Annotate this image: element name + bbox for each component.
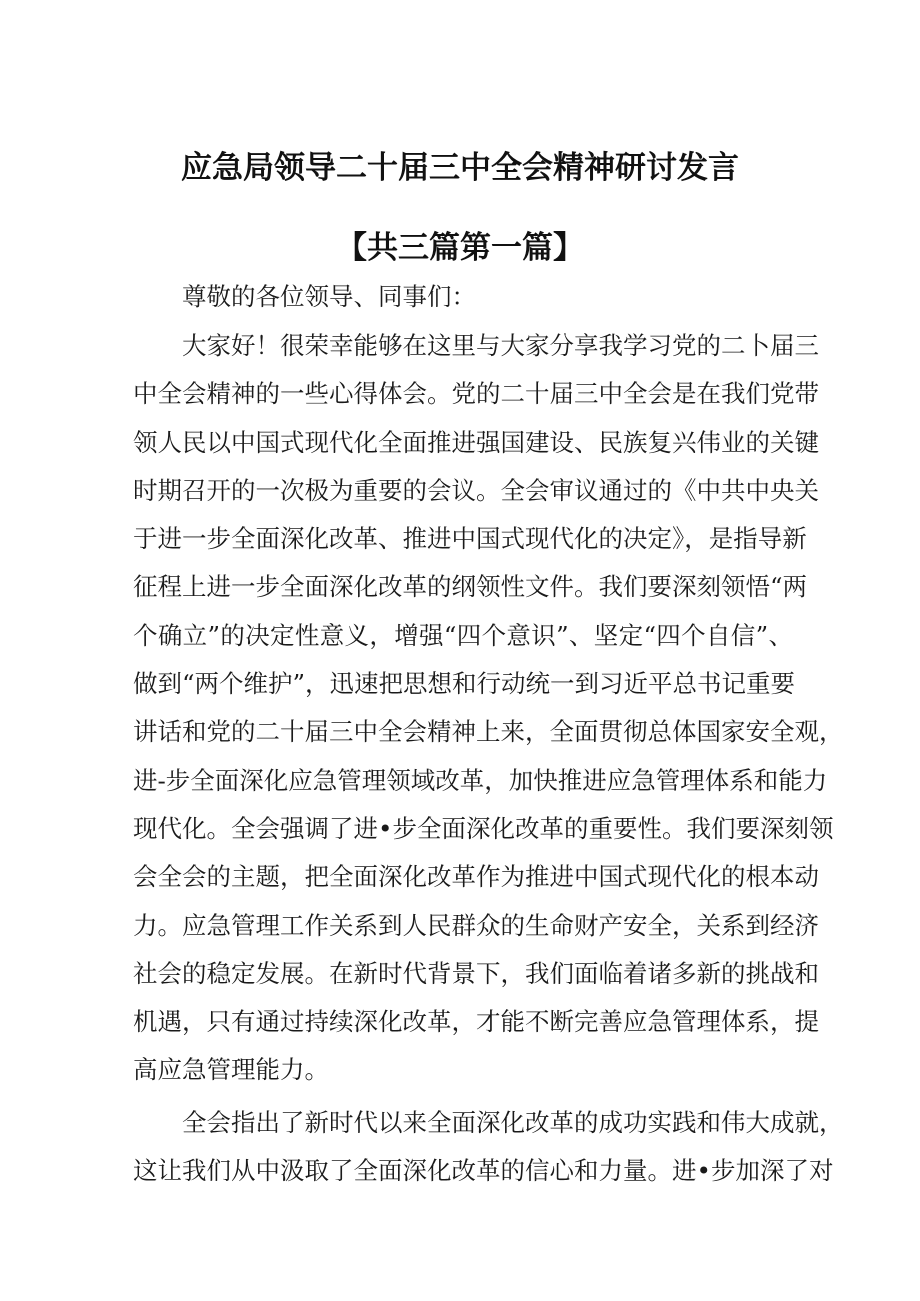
paragraph-line: 机遇，只有通过持续深化改革，才能不断完善应急管理体系，提 <box>133 1007 819 1037</box>
paragraph-line: 高应急管理能力。 <box>133 1055 329 1085</box>
paragraph-line: 大家好！很荣幸能够在这里与大家分享我学习党的二卜届三 <box>182 331 819 360</box>
salutation-line: 尊敬的各位领导、同事们： <box>182 282 476 311</box>
paragraph-line: 进-步全面深化应急管理领域改革，加快推进应急管理体系和能力 <box>133 765 828 795</box>
salutation-block <box>133 273 793 321</box>
paragraph-line: 全会指出了新时代以来全面深化改革的成功实践和伟大成就， <box>182 1108 844 1137</box>
paragraph-line: 这让我们从中汲取了全面深化改革的信心和力量。进•步加深了对 <box>133 1156 834 1186</box>
paragraph-line: 力。应急管理工作关系到人民群众的生命财产安全，关系到经济 <box>133 910 819 940</box>
paragraph-line: 时期召开的一次极为重要的会议。全会审议通过的《中共中央关 <box>133 475 819 505</box>
document-subtitle: 【共三篇第一篇】 <box>336 230 584 266</box>
paragraph-line: 征程上进一步全面深化改革的纲领性文件。我们要深刻领悟“两 <box>133 572 808 602</box>
paragraph-line: 于进一步全面深化改革、推进中国式现代化的决定》，是指导新 <box>133 524 807 554</box>
paragraph-2 <box>133 1099 844 1196</box>
paragraph-line: 社会的稳定发展。在新时代背景下，我们面临着诸多新的挑战和 <box>133 958 819 988</box>
paragraph-line: 会全会的主题，把全面深化改革作为推进中国式现代化的根本动 <box>133 862 819 892</box>
paragraph-line: 个确立”的决定性意义，增强“四个意识”、坚定“四个自信”、 <box>133 620 793 650</box>
paragraph-line: 现代化。全会强调了进•步全面深化改革的重要性。我们要深刻领 <box>133 813 834 843</box>
paragraph-line: 领人民以中国式现代化全面推进强国建设、民族复兴伟业的关键 <box>133 427 819 457</box>
document-title: 应急局领导二十届三中全会精神研讨发言 <box>181 150 739 186</box>
paragraph-line: 做到“两个维护”，迅速把思想和行动统一到习近平总书记重要 <box>133 669 796 699</box>
paragraph-line: 中全会精神的一些心得体会。党的二十届三中全会是在我们党带 <box>133 379 819 409</box>
paragraph-line: 讲话和党的二十届三中全会精神上来，全面贯彻总体国家安全观， <box>133 717 844 747</box>
paragraph-1 <box>133 322 844 1095</box>
